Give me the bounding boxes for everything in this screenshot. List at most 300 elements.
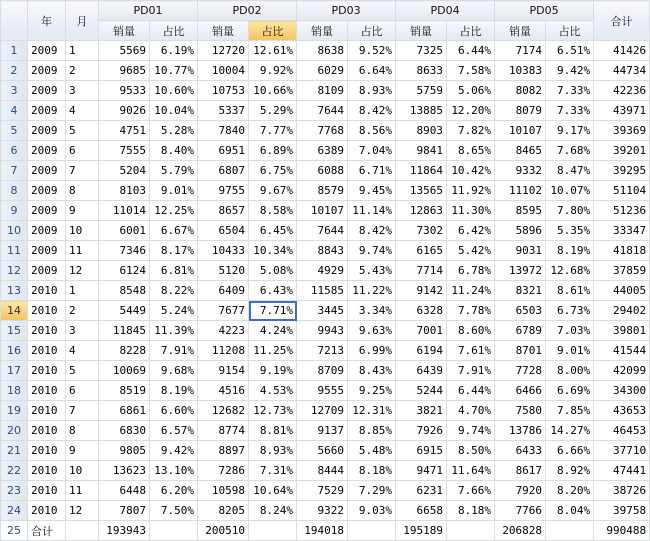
cell-share[interactable]: 8.40% [150, 141, 198, 161]
cell-share[interactable]: 6.19% [150, 41, 198, 61]
cell-month[interactable]: 4 [66, 341, 99, 361]
cell-share[interactable]: 8.47% [546, 161, 594, 181]
col-header-total[interactable]: 合计 [594, 1, 650, 41]
cell-year[interactable]: 2010 [28, 421, 66, 441]
cell-sales[interactable]: 7001 [396, 321, 447, 341]
cell-share[interactable]: 10.42% [447, 161, 495, 181]
cell-year[interactable]: 2009 [28, 261, 66, 281]
cell-sales[interactable]: 8548 [99, 281, 150, 301]
cell-share[interactable]: 8.58% [249, 201, 297, 221]
row-header[interactable]: 13 [1, 281, 28, 301]
row-header[interactable]: 20 [1, 421, 28, 441]
cell-sales[interactable]: 7768 [297, 121, 348, 141]
cell-sales[interactable]: 13565 [396, 181, 447, 201]
cell-sales[interactable]: 6124 [99, 261, 150, 281]
cell-share[interactable]: 7.58% [447, 61, 495, 81]
cell-share[interactable]: 8.18% [348, 461, 396, 481]
cell-total[interactable]: 47441 [594, 461, 650, 481]
cell-sales[interactable]: 6389 [297, 141, 348, 161]
cell-sales[interactable]: 6448 [99, 481, 150, 501]
cell-sales[interactable]: 11014 [99, 201, 150, 221]
cell-sales[interactable]: 7807 [99, 501, 150, 521]
cell-month[interactable]: 1 [66, 41, 99, 61]
cell-share[interactable]: 8.92% [546, 461, 594, 481]
cell-total[interactable]: 33347 [594, 221, 650, 241]
cell-sales[interactable]: 7714 [396, 261, 447, 281]
cell-share[interactable]: 9.52% [348, 41, 396, 61]
cell-sales[interactable]: 6409 [198, 281, 249, 301]
cell-share[interactable]: 8.19% [546, 241, 594, 261]
cell-sales[interactable]: 9322 [297, 501, 348, 521]
cell-sales[interactable]: 9471 [396, 461, 447, 481]
cell-share[interactable]: 8.81% [249, 421, 297, 441]
subheader-share-active[interactable]: 占比 [249, 21, 297, 41]
cell-sales[interactable]: 6861 [99, 401, 150, 421]
cell-sales[interactable]: 9026 [99, 101, 150, 121]
cell-month[interactable]: 8 [66, 181, 99, 201]
cell-sales[interactable]: 7529 [297, 481, 348, 501]
cell-share[interactable]: 7.61% [447, 341, 495, 361]
cell-share[interactable]: 5.35% [546, 221, 594, 241]
cell-sales[interactable]: 9555 [297, 381, 348, 401]
row-header[interactable]: 4 [1, 101, 28, 121]
cell-sales[interactable]: 6789 [495, 321, 546, 341]
cell-share[interactable]: 9.42% [546, 61, 594, 81]
cell-sales[interactable]: 8774 [198, 421, 249, 441]
cell-total[interactable]: 44005 [594, 281, 650, 301]
cell-share[interactable]: 8.20% [546, 481, 594, 501]
cell-sales[interactable]: 10107 [495, 121, 546, 141]
cell-sales[interactable]: 200510 [198, 521, 249, 541]
cell-share[interactable]: 5.79% [150, 161, 198, 181]
cell-sales[interactable]: 9332 [495, 161, 546, 181]
cell-share[interactable]: 13.10% [150, 461, 198, 481]
cell-month[interactable]: 10 [66, 221, 99, 241]
cell-share[interactable]: 5.24% [150, 301, 198, 321]
cell-share[interactable]: 9.03% [348, 501, 396, 521]
cell-sales[interactable]: 6830 [99, 421, 150, 441]
cell-share[interactable]: 12.20% [447, 101, 495, 121]
cell-total[interactable]: 43653 [594, 401, 650, 421]
cell-month[interactable]: 8 [66, 421, 99, 441]
cell-share[interactable]: 6.44% [447, 381, 495, 401]
cell-year[interactable]: 2009 [28, 121, 66, 141]
cell-sales[interactable]: 9142 [396, 281, 447, 301]
cell-share[interactable]: 7.80% [546, 201, 594, 221]
cell-sales[interactable]: 13786 [495, 421, 546, 441]
cell-sales[interactable]: 6165 [396, 241, 447, 261]
cell-sales[interactable]: 6466 [495, 381, 546, 401]
cell-share[interactable]: 3.34% [348, 301, 396, 321]
cell-share[interactable]: 7.91% [447, 361, 495, 381]
cell-sales[interactable]: 7920 [495, 481, 546, 501]
cell-sales[interactable]: 8321 [495, 281, 546, 301]
subheader-sales[interactable]: 销量 [495, 21, 546, 41]
row-header[interactable]: 10 [1, 221, 28, 241]
cell-sales[interactable]: 9533 [99, 81, 150, 101]
cell-sales[interactable]: 4516 [198, 381, 249, 401]
cell-share[interactable]: 10.34% [249, 241, 297, 261]
cell-sales[interactable]: 7555 [99, 141, 150, 161]
row-header[interactable]: 3 [1, 81, 28, 101]
cell-sales[interactable]: 6915 [396, 441, 447, 461]
cell-share[interactable]: 9.25% [348, 381, 396, 401]
cell-share[interactable]: 8.93% [348, 81, 396, 101]
cell-month[interactable]: 9 [66, 201, 99, 221]
cell-sales[interactable]: 8109 [297, 81, 348, 101]
cell-month[interactable]: 2 [66, 301, 99, 321]
row-header[interactable]: 22 [1, 461, 28, 481]
cell-share[interactable]: 11.64% [447, 461, 495, 481]
cell-share[interactable]: 5.28% [150, 121, 198, 141]
cell-share[interactable]: 11.22% [348, 281, 396, 301]
cell-share[interactable]: 6.57% [150, 421, 198, 441]
cell-sales[interactable]: 9137 [297, 421, 348, 441]
cell-year[interactable]: 2009 [28, 161, 66, 181]
cell-total[interactable]: 43971 [594, 101, 650, 121]
cell-share[interactable]: 11.24% [447, 281, 495, 301]
cell-sales[interactable]: 7580 [495, 401, 546, 421]
cell-year[interactable]: 2009 [28, 41, 66, 61]
cell-share[interactable]: 5.48% [348, 441, 396, 461]
cell-year[interactable]: 2009 [28, 61, 66, 81]
cell-share[interactable]: 6.64% [348, 61, 396, 81]
cell-year[interactable]: 2009 [28, 201, 66, 221]
cell-sales[interactable]: 9805 [99, 441, 150, 461]
cell-share[interactable]: 9.01% [150, 181, 198, 201]
subheader-share[interactable]: 占比 [447, 21, 495, 41]
cell-year[interactable]: 2009 [28, 181, 66, 201]
cell-sales[interactable]: 13885 [396, 101, 447, 121]
cell-sales[interactable]: 193943 [99, 521, 150, 541]
cell-year[interactable]: 2010 [28, 501, 66, 521]
cell-share[interactable]: 9.74% [447, 421, 495, 441]
cell-month[interactable]: 5 [66, 121, 99, 141]
cell-month[interactable]: 6 [66, 141, 99, 161]
cell-sales[interactable]: 8465 [495, 141, 546, 161]
cell-share[interactable]: 6.81% [150, 261, 198, 281]
cell-share[interactable] [348, 521, 396, 541]
cell-total[interactable]: 37710 [594, 441, 650, 461]
cell-share[interactable]: 9.92% [249, 61, 297, 81]
cell-share[interactable]: 7.71% [249, 301, 297, 321]
col-header-year[interactable]: 年 [28, 1, 66, 41]
cell-total[interactable]: 39758 [594, 501, 650, 521]
cell-sales[interactable]: 8897 [198, 441, 249, 461]
cell-sales[interactable]: 7213 [297, 341, 348, 361]
subheader-sales[interactable]: 销量 [297, 21, 348, 41]
cell-total[interactable]: 51236 [594, 201, 650, 221]
cell-sales[interactable]: 8633 [396, 61, 447, 81]
cell-share[interactable]: 14.27% [546, 421, 594, 441]
cell-total[interactable]: 41426 [594, 41, 650, 61]
cell-share[interactable]: 11.25% [249, 341, 297, 361]
cell-sales[interactable]: 6328 [396, 301, 447, 321]
cell-year[interactable]: 2010 [28, 441, 66, 461]
cell-share[interactable]: 8.42% [348, 101, 396, 121]
cell-share[interactable]: 8.17% [150, 241, 198, 261]
cell-share[interactable]: 10.66% [249, 81, 297, 101]
cell-year[interactable]: 2010 [28, 341, 66, 361]
cell-sales[interactable]: 9841 [396, 141, 447, 161]
cell-sales[interactable]: 6029 [297, 61, 348, 81]
cell-share[interactable]: 7.85% [546, 401, 594, 421]
row-header[interactable]: 11 [1, 241, 28, 261]
cell-share[interactable]: 9.45% [348, 181, 396, 201]
cell-sales[interactable]: 8228 [99, 341, 150, 361]
cell-share[interactable]: 9.17% [546, 121, 594, 141]
cell-month[interactable]: 6 [66, 381, 99, 401]
cell-share[interactable]: 6.20% [150, 481, 198, 501]
cell-sales[interactable]: 7325 [396, 41, 447, 61]
cell-total[interactable]: 46453 [594, 421, 650, 441]
cell-month[interactable]: 11 [66, 241, 99, 261]
cell-share[interactable]: 8.00% [546, 361, 594, 381]
col-header-month[interactable]: 月 [66, 1, 99, 41]
cell-year[interactable]: 2010 [28, 461, 66, 481]
cell-sales[interactable]: 7766 [495, 501, 546, 521]
cell-share[interactable]: 6.43% [249, 281, 297, 301]
cell-sales[interactable]: 11208 [198, 341, 249, 361]
cell-share[interactable]: 7.68% [546, 141, 594, 161]
cell-total[interactable]: 41544 [594, 341, 650, 361]
cell-sales[interactable]: 7677 [198, 301, 249, 321]
subheader-share[interactable]: 占比 [348, 21, 396, 41]
cell-share[interactable]: 8.04% [546, 501, 594, 521]
cell-year[interactable]: 2009 [28, 241, 66, 261]
cell-total[interactable]: 42099 [594, 361, 650, 381]
cell-share[interactable]: 8.50% [447, 441, 495, 461]
cell-sales[interactable]: 9943 [297, 321, 348, 341]
cell-share[interactable]: 10.60% [150, 81, 198, 101]
cell-sales[interactable]: 7644 [297, 101, 348, 121]
cell-sales[interactable]: 5759 [396, 81, 447, 101]
cell-sales[interactable]: 9755 [198, 181, 249, 201]
cell-sales[interactable]: 8843 [297, 241, 348, 261]
cell-share[interactable]: 6.71% [348, 161, 396, 181]
cell-sales[interactable]: 13623 [99, 461, 150, 481]
cell-share[interactable]: 6.73% [546, 301, 594, 321]
cell-sales[interactable]: 12720 [198, 41, 249, 61]
cell-sales[interactable]: 7174 [495, 41, 546, 61]
row-header[interactable]: 12 [1, 261, 28, 281]
row-header[interactable]: 16 [1, 341, 28, 361]
cell-sales[interactable]: 10598 [198, 481, 249, 501]
cell-share[interactable]: 6.42% [447, 221, 495, 241]
col-header-pd03[interactable]: PD03 [297, 1, 396, 21]
cell-month[interactable]: 12 [66, 501, 99, 521]
cell-sales[interactable]: 6088 [297, 161, 348, 181]
cell-share[interactable]: 6.60% [150, 401, 198, 421]
cell-total[interactable]: 42236 [594, 81, 650, 101]
cell-sales[interactable]: 8205 [198, 501, 249, 521]
cell-sales[interactable]: 6231 [396, 481, 447, 501]
cell-sales[interactable]: 194018 [297, 521, 348, 541]
cell-total[interactable]: 51104 [594, 181, 650, 201]
cell-share[interactable] [447, 521, 495, 541]
cell-sales[interactable]: 4223 [198, 321, 249, 341]
cell-year[interactable]: 2010 [28, 281, 66, 301]
cell-total[interactable]: 37859 [594, 261, 650, 281]
cell-year[interactable]: 2010 [28, 361, 66, 381]
cell-month[interactable]: 3 [66, 321, 99, 341]
cell-share[interactable]: 10.07% [546, 181, 594, 201]
cell-sales[interactable]: 6503 [495, 301, 546, 321]
cell-year[interactable]: 2009 [28, 81, 66, 101]
cell-share[interactable]: 9.74% [348, 241, 396, 261]
cell-share[interactable]: 12.61% [249, 41, 297, 61]
cell-share[interactable]: 12.73% [249, 401, 297, 421]
cell-year[interactable]: 2010 [28, 401, 66, 421]
cell-share[interactable]: 9.67% [249, 181, 297, 201]
cell-month[interactable]: 5 [66, 361, 99, 381]
cell-sales[interactable]: 10107 [297, 201, 348, 221]
cell-share[interactable]: 7.29% [348, 481, 396, 501]
cell-month[interactable]: 3 [66, 81, 99, 101]
cell-total[interactable]: 38726 [594, 481, 650, 501]
cell-month[interactable]: 1 [66, 281, 99, 301]
subheader-sales[interactable]: 销量 [99, 21, 150, 41]
cell-share[interactable]: 10.77% [150, 61, 198, 81]
cell-share[interactable]: 9.42% [150, 441, 198, 461]
cell-sales[interactable]: 9031 [495, 241, 546, 261]
subheader-sales[interactable]: 销量 [198, 21, 249, 41]
cell-sales[interactable]: 8079 [495, 101, 546, 121]
cell-sales[interactable]: 10433 [198, 241, 249, 261]
cell-share[interactable]: 8.42% [348, 221, 396, 241]
cell-sales[interactable]: 8082 [495, 81, 546, 101]
cell-sales[interactable]: 5120 [198, 261, 249, 281]
cell-sales[interactable]: 5569 [99, 41, 150, 61]
cell-sales[interactable]: 7286 [198, 461, 249, 481]
cell-sales[interactable]: 12709 [297, 401, 348, 421]
row-header[interactable]: 24 [1, 501, 28, 521]
row-header[interactable]: 17 [1, 361, 28, 381]
cell-sales[interactable]: 11102 [495, 181, 546, 201]
cell-sales[interactable]: 6194 [396, 341, 447, 361]
cell-share[interactable]: 6.44% [447, 41, 495, 61]
cell-sales[interactable]: 8701 [495, 341, 546, 361]
cell-sales[interactable]: 3821 [396, 401, 447, 421]
subheader-share[interactable]: 占比 [150, 21, 198, 41]
col-header-pd02[interactable]: PD02 [198, 1, 297, 21]
cell-share[interactable]: 8.65% [447, 141, 495, 161]
cell-year[interactable]: 2010 [28, 321, 66, 341]
cell-share[interactable]: 7.66% [447, 481, 495, 501]
cell-total[interactable]: 39801 [594, 321, 650, 341]
cell-year[interactable]: 2010 [28, 381, 66, 401]
cell-sales[interactable]: 6001 [99, 221, 150, 241]
cell-sales[interactable]: 9154 [198, 361, 249, 381]
row-header[interactable]: 1 [1, 41, 28, 61]
cell-sales[interactable]: 8579 [297, 181, 348, 201]
cell-total[interactable]: 41818 [594, 241, 650, 261]
cell-share[interactable]: 6.99% [348, 341, 396, 361]
cell-total[interactable]: 34300 [594, 381, 650, 401]
cell-share[interactable]: 8.93% [249, 441, 297, 461]
cell-share[interactable] [249, 521, 297, 541]
cell-share[interactable]: 4.53% [249, 381, 297, 401]
row-header[interactable]: 25 [1, 521, 28, 541]
cell-total[interactable]: 44734 [594, 61, 650, 81]
cell-total[interactable]: 39369 [594, 121, 650, 141]
cell-sales[interactable]: 9685 [99, 61, 150, 81]
cell-sales[interactable]: 5244 [396, 381, 447, 401]
cell-share[interactable]: 6.78% [447, 261, 495, 281]
cell-share[interactable] [150, 521, 198, 541]
cell-sales[interactable]: 8657 [198, 201, 249, 221]
cell-share[interactable]: 8.85% [348, 421, 396, 441]
cell-month[interactable] [66, 521, 99, 541]
row-header[interactable]: 21 [1, 441, 28, 461]
subheader-sales[interactable]: 销量 [396, 21, 447, 41]
cell-sales[interactable]: 7302 [396, 221, 447, 241]
cell-sales[interactable]: 195189 [396, 521, 447, 541]
cell-total[interactable]: 39295 [594, 161, 650, 181]
cell-share[interactable]: 6.89% [249, 141, 297, 161]
cell-share[interactable] [546, 521, 594, 541]
cell-sales[interactable]: 10753 [198, 81, 249, 101]
cell-month[interactable]: 4 [66, 101, 99, 121]
row-header[interactable]: 5 [1, 121, 28, 141]
cell-share[interactable]: 8.56% [348, 121, 396, 141]
corner-cell[interactable] [1, 1, 28, 41]
cell-sales[interactable]: 7840 [198, 121, 249, 141]
cell-share[interactable]: 11.39% [150, 321, 198, 341]
col-header-pd04[interactable]: PD04 [396, 1, 495, 21]
cell-share[interactable]: 4.70% [447, 401, 495, 421]
cell-sales[interactable]: 8595 [495, 201, 546, 221]
cell-year[interactable]: 2010 [28, 301, 66, 321]
cell-share[interactable]: 5.06% [447, 81, 495, 101]
cell-sales[interactable]: 6807 [198, 161, 249, 181]
cell-share[interactable]: 11.92% [447, 181, 495, 201]
cell-share[interactable]: 9.19% [249, 361, 297, 381]
cell-year[interactable]: 2009 [28, 101, 66, 121]
cell-share[interactable]: 12.68% [546, 261, 594, 281]
cell-share[interactable]: 10.64% [249, 481, 297, 501]
cell-month[interactable]: 11 [66, 481, 99, 501]
cell-share[interactable]: 7.91% [150, 341, 198, 361]
cell-share[interactable]: 7.03% [546, 321, 594, 341]
cell-total[interactable]: 39201 [594, 141, 650, 161]
row-header[interactable]: 23 [1, 481, 28, 501]
cell-sales[interactable]: 11845 [99, 321, 150, 341]
cell-sales[interactable]: 10004 [198, 61, 249, 81]
col-header-pd05[interactable]: PD05 [495, 1, 594, 21]
cell-sales[interactable]: 8617 [495, 461, 546, 481]
cell-sales[interactable]: 4929 [297, 261, 348, 281]
cell-year[interactable]: 2009 [28, 221, 66, 241]
cell-sales[interactable]: 6504 [198, 221, 249, 241]
cell-sales[interactable]: 11585 [297, 281, 348, 301]
cell-share[interactable]: 7.78% [447, 301, 495, 321]
cell-sales[interactable]: 5204 [99, 161, 150, 181]
cell-share[interactable]: 5.42% [447, 241, 495, 261]
cell-month[interactable]: 12 [66, 261, 99, 281]
cell-sales[interactable]: 10383 [495, 61, 546, 81]
cell-sales[interactable]: 6951 [198, 141, 249, 161]
cell-share[interactable]: 8.22% [150, 281, 198, 301]
cell-sales[interactable]: 11864 [396, 161, 447, 181]
row-header[interactable]: 14 [1, 301, 28, 321]
cell-sales[interactable]: 5660 [297, 441, 348, 461]
cell-total[interactable]: 29402 [594, 301, 650, 321]
cell-month[interactable]: 9 [66, 441, 99, 461]
cell-share[interactable]: 5.43% [348, 261, 396, 281]
cell-sales[interactable]: 5337 [198, 101, 249, 121]
cell-share[interactable]: 7.82% [447, 121, 495, 141]
